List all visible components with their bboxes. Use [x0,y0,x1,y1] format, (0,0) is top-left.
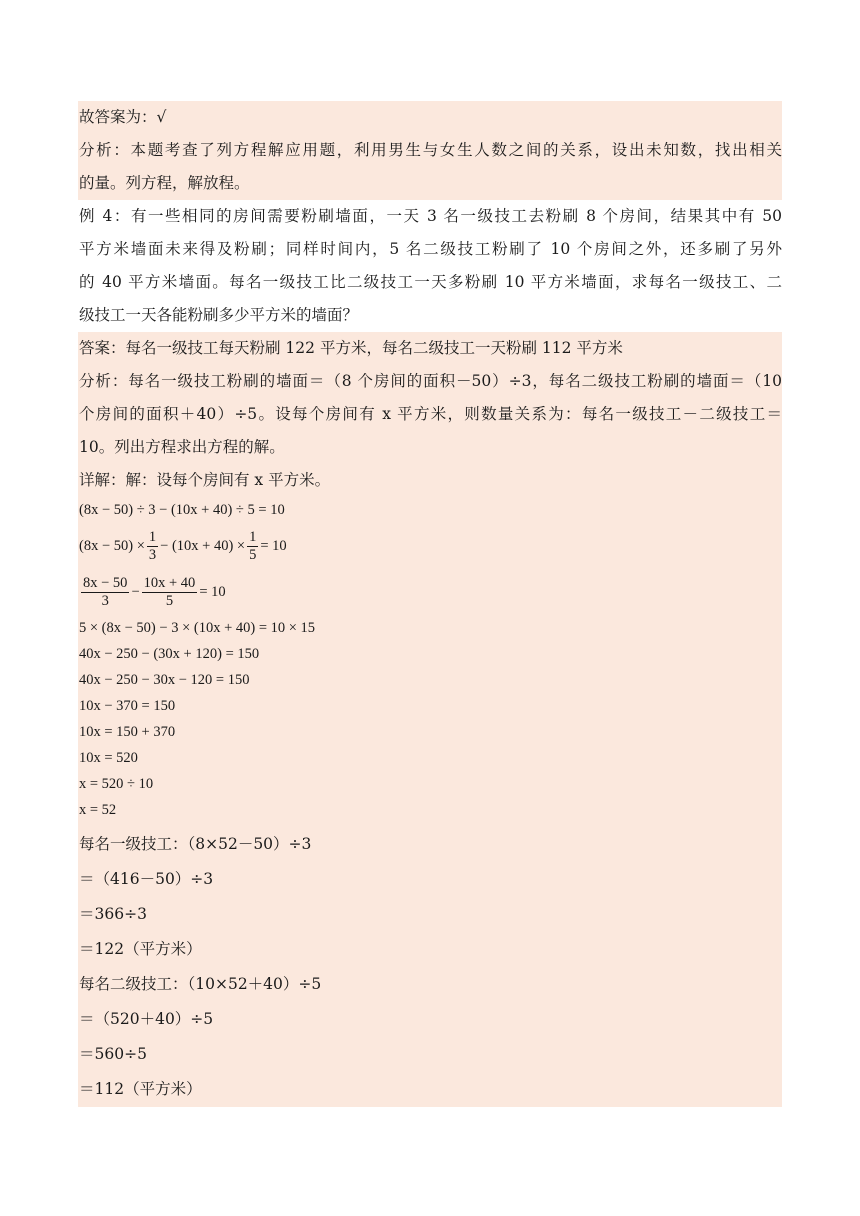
solution-analysis [78,365,782,464]
fraction [247,529,258,564]
fraction-numerator: 10x + 40 [143,574,196,591]
equation-line: 10x = 150 + 370 [79,724,176,740]
equation-line: 10x − 370 = 150 [79,698,176,714]
equation-part: = 10 [199,584,226,600]
fraction-numerator: 8x − 50 [83,574,128,591]
detail-line: 详解：解：设每个房间有 x 平方米。 [79,471,331,489]
analysis-line: 的量。列方程，解放程。 [79,174,250,192]
equation-fraction-line [78,569,782,615]
equation-part: − [131,584,140,600]
equation-part: = 10 [260,538,287,554]
fraction-denominator: 5 [165,592,174,609]
answer-line: 故答案为：√ [79,108,167,126]
example-4-question [78,200,782,332]
equation-fraction-line [78,523,782,569]
equation-line: 40x − 250 − (30x + 120) = 150 [79,646,260,662]
analysis-line: 分析：每名一级技工粉刷的墙面＝（8 个房间的面积－50）÷3，每名二级技工粉刷的墙面＝（10 [79,372,782,390]
analysis-paragraph [78,134,782,200]
equation-line: 40x − 250 − 30x − 120 = 150 [79,672,250,688]
equation-line: 5 × (8x − 50) − 3 × (10x + 40) = 10 × 15 [79,620,316,636]
solution-answer-line: 答案：每名一级技工每天粉刷 122 平方米，每名二级技工一天粉刷 112 平方米 [79,339,623,357]
calculation-line: ＝（416－50）÷3 [79,870,214,888]
equation-line: 10x = 520 [79,750,138,766]
calculation-line: ＝366÷3 [79,905,147,923]
calculation-line: ＝（520＋40）÷5 [79,1010,214,1028]
question-line: 平方米墙面未来得及粉刷；同样时间内，5 名二级技工粉刷了 10 个房间之外，还多刷了另外 [79,240,782,258]
answer-block-1 [78,101,782,200]
fraction-denominator: 5 [249,546,257,563]
analysis-line: 个房间的面积＋40）÷5。设每个房间有 x 平方米，则数量关系为：每名一级技工－二级技工＝ [79,405,782,423]
page-content [78,101,782,1107]
calculation-line: ＝560÷5 [79,1045,147,1063]
analysis-line: 分析：本题考查了列方程解应用题，利用男生与女生人数之间的关系，设出未知数，找出相关 [79,141,782,159]
equation-part: (8x − 50) × [79,538,145,554]
fraction [142,575,198,610]
fraction-denominator: 3 [148,546,157,563]
equation-line: x = 52 [79,802,117,818]
fraction [81,575,129,610]
question-line: 的 40 平方米墙面。每名一级技工比二级技工一天多粉刷 10 平方米墙面，求每名一级技工、二 [79,273,782,291]
equation-part: − (10x + 40) × [160,538,246,554]
question-line: 例 4：有一些相同的房间需要粉刷墙面，一天 3 名一级技工去粉刷 8 个房间，结果其中有 50 [79,207,782,225]
fraction-numerator: 1 [148,528,157,545]
fraction [147,529,158,564]
calculation-line: ＝122（平方米） [79,940,202,958]
fraction-numerator: 1 [249,528,257,545]
question-line: 级技工一天各能粉刷多少平方米的墙面？ [79,306,359,324]
solution-block [78,332,782,1107]
calculation-line: 每名一级技工：（8×52－50）÷3 [79,835,312,853]
equation-line: x = 520 ÷ 10 [79,776,154,792]
equation-line: (8x − 50) ÷ 3 − (10x + 40) ÷ 5 = 10 [79,502,285,518]
calculation-line: 每名二级技工：（10×52＋40）÷5 [79,975,322,993]
fraction-denominator: 3 [101,592,109,609]
calculation-line: ＝112（平方米） [79,1080,202,1098]
analysis-line: 10。列出方程求出方程的解。 [79,438,285,456]
